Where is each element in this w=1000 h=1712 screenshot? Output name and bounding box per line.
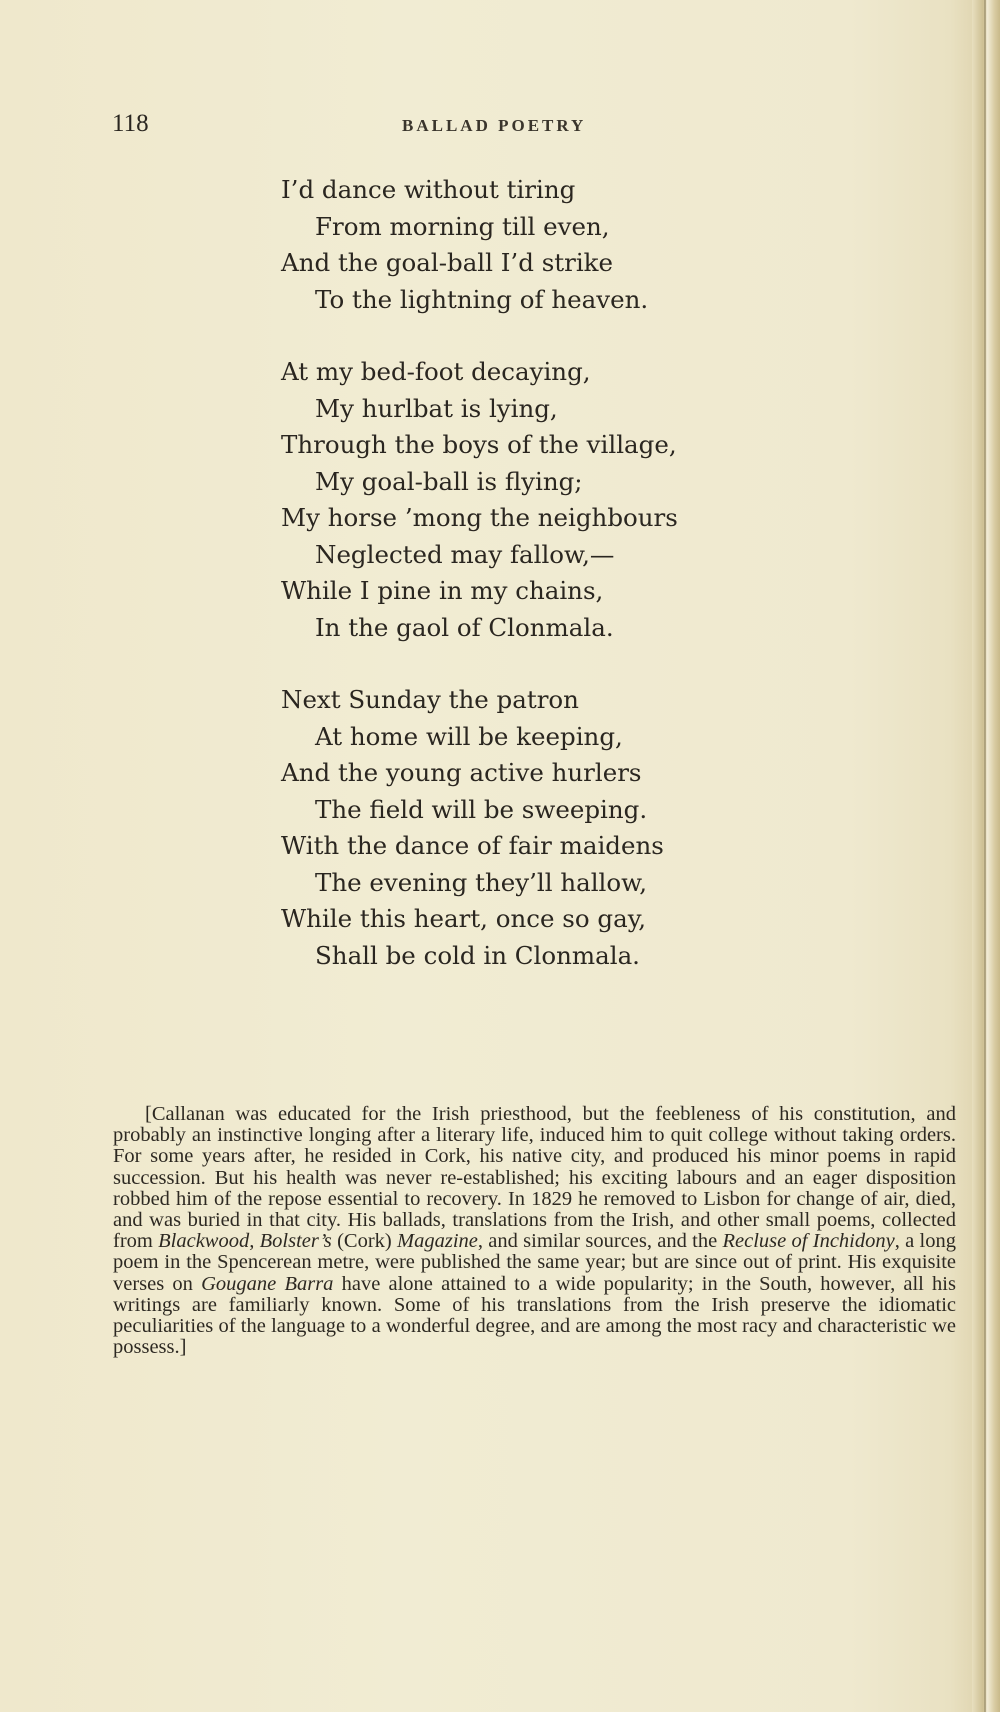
note-text: , a long poem in the Spencerean metre, were published the same year; but are since out of print. His exquisite verses on (113, 1230, 956, 1295)
poem-line: While I pine in my chains, (281, 576, 604, 605)
poem-line: Shall be cold in Clonmala. (315, 940, 640, 970)
poem-line: With the dance of fair maidens (281, 831, 664, 860)
poem-line: I’d dance without tiring (281, 175, 576, 204)
note-text: have alone attained to a wide popularity; in the South, however, all his writings are familiarly known. Some of his translations from the Irish preserve the idiomatic peculiarities of the language to a wonderful degree, and are among the most racy and characteristic we possess.] (113, 1272, 956, 1359)
poem-line: Neglected may fallow,— (315, 539, 615, 569)
poem-line: To the lightning of heaven. (315, 284, 649, 314)
poem-line: My horse ’mong the neighbours (281, 503, 678, 532)
note-paragraph (113, 1104, 956, 1358)
page-edge-shadow (972, 0, 1000, 1712)
poem (281, 172, 881, 1010)
running-head: BALLAD POETRY (402, 116, 587, 135)
poem-line: And the goal-ball I’d strike (281, 248, 614, 277)
note-italic-title: Magazine (397, 1230, 478, 1253)
page-header (112, 110, 892, 150)
poem-line: At home will be keeping, (315, 721, 623, 751)
poem-line: The field will be sweeping. (315, 794, 648, 824)
note-text: , and similar sources, and the (477, 1230, 723, 1253)
stanza (281, 354, 881, 646)
stanza (281, 682, 881, 974)
poem-line: Through the boys of the village, (281, 430, 677, 459)
poem-line: And the young active hurlers (281, 758, 642, 787)
note-text: (Cork) (331, 1230, 398, 1253)
poem-line: From morning till even, (315, 211, 610, 241)
poem-line: At my bed-foot decaying, (281, 357, 591, 386)
poem-line: My goal-ball is flying; (315, 466, 583, 496)
poem-line: The evening they’ll hallow, (315, 867, 647, 897)
note-italic-title: Recluse of Inchidony (722, 1230, 895, 1253)
note-italic-title: Gougane Barra (201, 1272, 334, 1295)
poem-line: While this heart, once so gay, (281, 904, 647, 933)
poem-line: My hurlbat is lying, (315, 393, 558, 423)
editorial-note (113, 1104, 956, 1358)
note-text: [Callanan was educated for the Irish priesthood, but the feebleness of his constitution, and probably an instinctive longing after a literary life, induced him to quit college without taking orders. For some years after, he resided in Cork, his native city, and produced his minor poems in rapid succession. But his health was never re-established; his exciting labours and an eager disposition robbed him of the repose essential to recovery. In 1829 he removed to Lisbon for change of air, died, and was buried in that city. His ballads, translations from the Irish, and other small poems, collected from (113, 1103, 956, 1253)
page-number: 118 (112, 110, 149, 137)
poem-line: In the gaol of Clonmala. (315, 612, 614, 642)
stanza (281, 172, 881, 318)
poem-line: Next Sunday the patron (281, 685, 579, 714)
note-italic-title: Blackwood, Bolster’s (158, 1230, 332, 1253)
page-edge-line (984, 0, 986, 1712)
